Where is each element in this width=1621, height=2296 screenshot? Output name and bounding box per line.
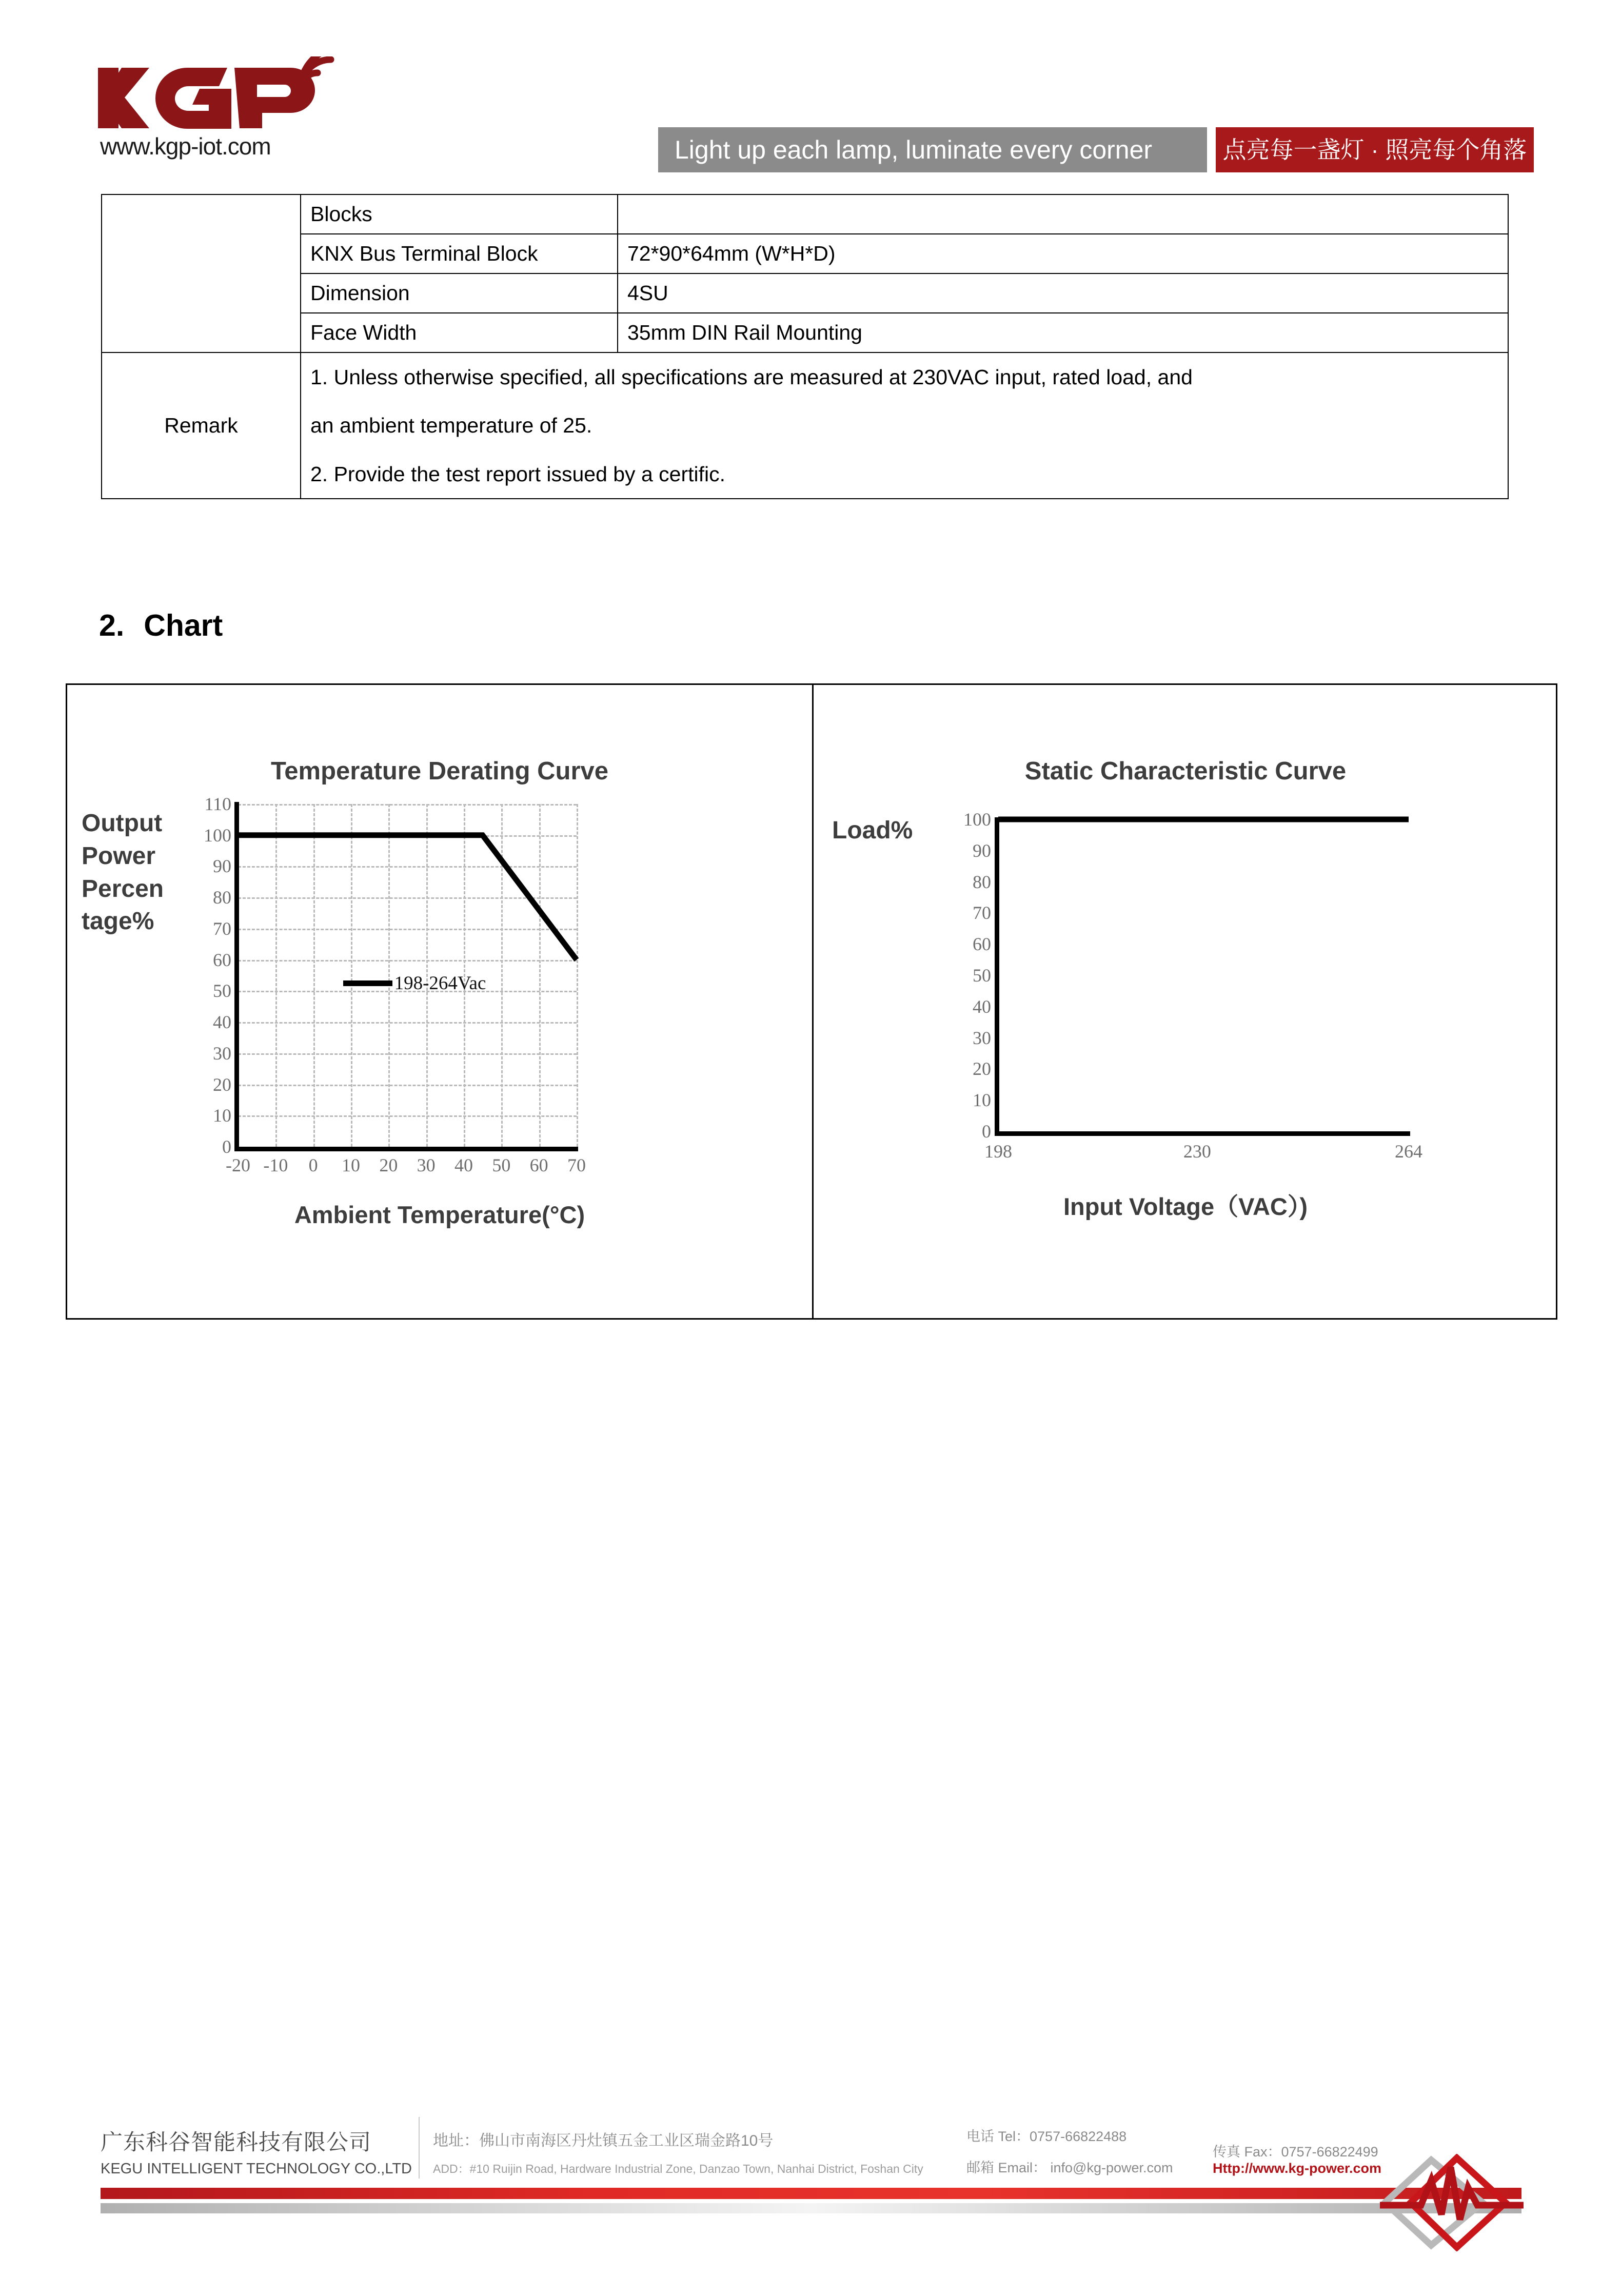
logo-url-text: www.kgp-iot.com <box>100 133 271 160</box>
section-number: 2. <box>99 609 125 642</box>
charts-container <box>66 683 1557 1320</box>
y-tick-label: 10 <box>973 1090 991 1111</box>
y-tick-label: 110 <box>204 794 231 814</box>
slogan-english: Light up each lamp, luminate every corner <box>658 127 1207 172</box>
y-tick-label: 90 <box>213 856 231 877</box>
footer-divider <box>419 2117 420 2179</box>
specification-table <box>101 194 1509 499</box>
y-tick-label: 10 <box>213 1105 231 1126</box>
x-tick-label: 198 <box>984 1141 1012 1162</box>
remark-line: 2. Provide the test report issued by a certific. <box>310 462 725 486</box>
x-tick-label: 10 <box>342 1155 360 1175</box>
y-axis-label-line: Power <box>82 842 156 870</box>
section-title: Chart <box>144 609 223 642</box>
y-tick-label: 60 <box>973 934 991 955</box>
y-tick-label: 100 <box>963 809 991 830</box>
y-axis-label <box>82 807 184 938</box>
section-heading-chart <box>99 608 223 643</box>
footer-address <box>433 2128 966 2180</box>
company-name-en: KEGU INTELLIGENT TECHNOLOGY CO.,LTD <box>101 2161 412 2177</box>
spec-key: Blocks <box>301 194 618 234</box>
x-axis-label: Input Voltage（VAC）) <box>1063 1193 1308 1220</box>
spec-group-blank-cell <box>102 194 301 352</box>
chart-title: Static Characteristic Curve <box>1024 757 1347 785</box>
x-axis-ticks <box>984 1141 1422 1166</box>
chart-title: Temperature Derating Curve <box>270 757 609 785</box>
tel-text: 电话 Tel：0757-66822488 <box>966 2129 1127 2144</box>
y-tick-label: 70 <box>973 902 991 924</box>
spec-key: KNX Bus Terminal Block <box>301 234 618 273</box>
plot-area <box>998 819 1409 1131</box>
y-axis-label-line: tage% <box>82 908 154 935</box>
gridline-vertical <box>577 804 578 1147</box>
y-tick-label: 50 <box>973 965 991 986</box>
website-link[interactable]: Http://www.kg-power.com <box>1213 2161 1382 2176</box>
x-tick-label: 230 <box>1183 1141 1211 1162</box>
y-axis-label-line: Output <box>82 810 163 837</box>
y-tick-label: 20 <box>973 1058 991 1080</box>
remark-content <box>301 352 1508 499</box>
remark-label: Remark <box>102 352 301 499</box>
remark-line: 1. Unless otherwise specified, all specifications are measured at 230VAC input, rated load, and <box>310 365 1193 389</box>
spec-key: Face Width <box>301 313 618 352</box>
y-axis-label-line: Percen <box>82 875 164 902</box>
x-axis-ticks <box>226 1154 586 1180</box>
y-tick-label: 90 <box>973 840 991 861</box>
address-en: ADD：#10 Ruijin Road, Hardware Industrial Zone, Danzao Town, Nanhai District, Foshan City <box>433 2162 923 2175</box>
y-tick-label: 20 <box>213 1074 231 1095</box>
x-tick-label: 40 <box>454 1155 473 1175</box>
spec-value: 72*90*64mm (W*H*D) <box>618 234 1508 273</box>
address-cn: 地址：佛山市南海区丹灶镇五金工业区瑞金路10号 <box>433 2132 774 2149</box>
y-tick-label: 50 <box>213 980 231 1002</box>
table-row <box>102 234 1508 273</box>
spec-value: 35mm DIN Rail Mounting <box>618 313 1508 352</box>
table-row <box>102 313 1508 352</box>
x-tick-label: 264 <box>1395 1141 1422 1162</box>
legend-label: 198-264Vac <box>394 972 486 994</box>
page-header <box>0 0 1621 177</box>
y-axis-ticks <box>940 809 991 1142</box>
table-row <box>102 273 1508 313</box>
email-text[interactable]: 邮箱 Email： info@kg-power.com <box>966 2160 1173 2175</box>
series-line <box>238 835 577 960</box>
y-tick-label: 40 <box>973 996 991 1017</box>
x-tick-label: 60 <box>529 1155 548 1175</box>
y-tick-label: 40 <box>213 1012 231 1033</box>
kgp-logo-icon <box>95 56 362 133</box>
x-axis-label: Ambient Temperature(°C) <box>294 1201 585 1228</box>
x-tick-label: 0 <box>308 1155 318 1175</box>
waveform-diamond-icon <box>1380 2154 1549 2251</box>
x-tick-label: 70 <box>567 1155 586 1175</box>
footer-red-bar <box>101 2188 1521 2199</box>
chart-legend <box>343 972 486 994</box>
y-tick-label: 80 <box>213 887 231 908</box>
footer-company <box>101 2125 419 2180</box>
footer-contact <box>966 2125 1213 2180</box>
y-tick-label: 100 <box>204 825 231 846</box>
y-tick-label: 70 <box>213 918 231 939</box>
y-tick-label: 80 <box>973 871 991 892</box>
spec-key: Dimension <box>301 273 618 313</box>
footer-gray-bar <box>101 2203 1521 2213</box>
y-axis-ticks <box>175 794 231 1157</box>
chart-panel-static-characteristic <box>814 685 1557 1318</box>
company-name-cn: 广东科谷智能科技有限公司 <box>101 2130 371 2155</box>
spec-value <box>618 194 1508 234</box>
y-axis-label: Load% <box>832 817 913 844</box>
fax-text: 传真 Fax：0757-66822499 <box>1213 2144 1378 2160</box>
y-tick-label: 30 <box>973 1027 991 1048</box>
spec-value: 4SU <box>618 273 1508 313</box>
x-tick-label: 20 <box>379 1155 398 1175</box>
x-tick-label: -10 <box>263 1155 288 1175</box>
chart-panel-temperature-derating <box>67 685 812 1318</box>
y-tick-label: 60 <box>213 949 231 970</box>
x-tick-label: -20 <box>226 1155 250 1175</box>
plot-area <box>238 804 577 1147</box>
page-footer <box>0 2093 1621 2247</box>
y-tick-label: 0 <box>222 1136 231 1157</box>
x-tick-label: 50 <box>492 1155 511 1175</box>
brand-logo <box>95 56 362 167</box>
table-row <box>102 194 1508 234</box>
y-tick-label: 0 <box>982 1121 991 1142</box>
table-row-remark <box>102 352 1508 499</box>
remark-line: an ambient temperature of 25. <box>310 414 592 438</box>
y-tick-label: 30 <box>213 1043 231 1064</box>
legend-swatch <box>343 980 392 986</box>
series-layer <box>998 819 1409 1136</box>
slogan-chinese: 点亮每一盏灯 · 照亮每个角落 <box>1216 127 1534 172</box>
x-tick-label: 30 <box>417 1155 436 1175</box>
